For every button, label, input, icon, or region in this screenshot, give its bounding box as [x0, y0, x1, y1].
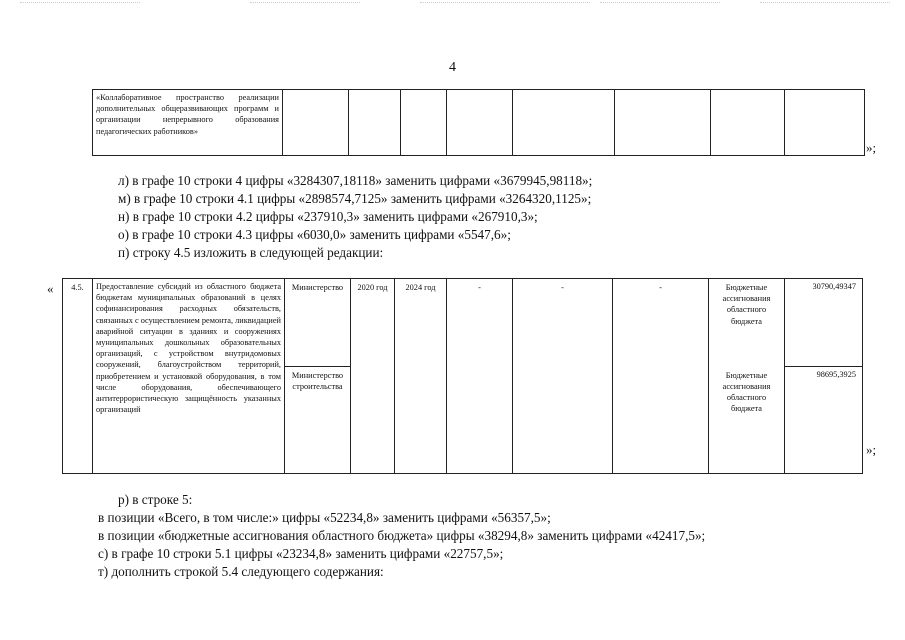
- table-continuation: [92, 89, 865, 156]
- paragraph-budget: в позиции «бюджетные ассигнования областного бюджета» цифры «38294,8» заменить цифрами «42417,5»;: [98, 528, 706, 543]
- paragraph-r: р) в строке 5:: [118, 492, 193, 507]
- year-start: 2020 год: [351, 279, 395, 474]
- table1-cell: [349, 90, 401, 156]
- dash-cell: -: [613, 279, 709, 474]
- paragraph-l: л) в графе 10 строки 4 цифры «3284307,18118» заменить цифрами «3679945,98118»;: [118, 173, 593, 188]
- scan-artifact: [760, 2, 890, 9]
- page-number: 4: [449, 60, 456, 75]
- paragraph-m: м) в графе 10 строки 4.1 цифры «2898574,7125» заменить цифрами «3264320,1125»;: [118, 191, 592, 206]
- row-number: 4.5.: [63, 279, 93, 474]
- paragraph-n: н) в графе 10 строки 4.2 цифры «237910,3» заменить цифрами «267910,3»;: [118, 209, 538, 224]
- table1-cell: [401, 90, 447, 156]
- dash-cell: -: [447, 279, 513, 474]
- scan-artifact: [250, 2, 360, 9]
- table1-description: «Коллаборативное пространство реализации дополнительных общеразвивающих программ и организации непрерывного образования педагогических работников»: [93, 90, 283, 156]
- scan-artifact: [420, 2, 590, 9]
- row-description: Предоставление субсидий из областного бюджета бюджетам муниципальных образований в целях софинансирования расходных обязательств, связанных с осуществлением ремонта, ликвидацией аварийной ситуации в зданиях и сооружениях муниципальных дошкольных образовательных организаций, с устройством внутридомовых сооружений, благоустройством территорий, приобретением и установкой оборудования, в том числе оборудования, обеспечивающего антитеррористическую защищённость указанных организаций: [93, 279, 285, 474]
- executor-2: Министерство строительства: [285, 367, 351, 474]
- executor-1: Министерство: [285, 279, 351, 367]
- funding-source-2: Бюджетные ассигнования областного бюджета: [709, 367, 785, 474]
- opening-quote: «: [47, 281, 54, 296]
- paragraph-s: с) в графе 10 строки 5.1 цифры «23234,8» заменить цифрами «22757,5»;: [98, 546, 504, 561]
- paragraph-t: т) дополнить строкой 5.4 следующего содержания:: [98, 564, 384, 579]
- table1-cell: [785, 90, 865, 156]
- scan-artifact: [600, 2, 720, 9]
- table-row-4-5: [62, 278, 863, 474]
- dash-cell: -: [513, 279, 613, 474]
- closing-quote: »;: [866, 140, 877, 155]
- scan-artifact: [20, 2, 140, 9]
- year-end: 2024 год: [395, 279, 447, 474]
- table1-cell: [711, 90, 785, 156]
- funding-source-1: Бюджетные ассигнования областного бюджета: [709, 279, 785, 367]
- paragraph-total: в позиции «Всего, в том числе:» цифры «52234,8» заменить цифрами «56357,5»;: [98, 510, 551, 525]
- table1-cell: [447, 90, 513, 156]
- table1-cell: [615, 90, 711, 156]
- funding-amount-2: 98695,3925: [785, 367, 863, 474]
- paragraph-o: о) в графе 10 строки 4.3 цифры «6030,0» заменить цифрами «5547,6»;: [118, 227, 511, 242]
- funding-amount-1: 30790,49347: [785, 279, 863, 367]
- table1-cell: [513, 90, 615, 156]
- table1-cell: [283, 90, 349, 156]
- paragraph-p: п) строку 4.5 изложить в следующей редакции:: [118, 245, 384, 260]
- closing-quote: »;: [866, 442, 877, 457]
